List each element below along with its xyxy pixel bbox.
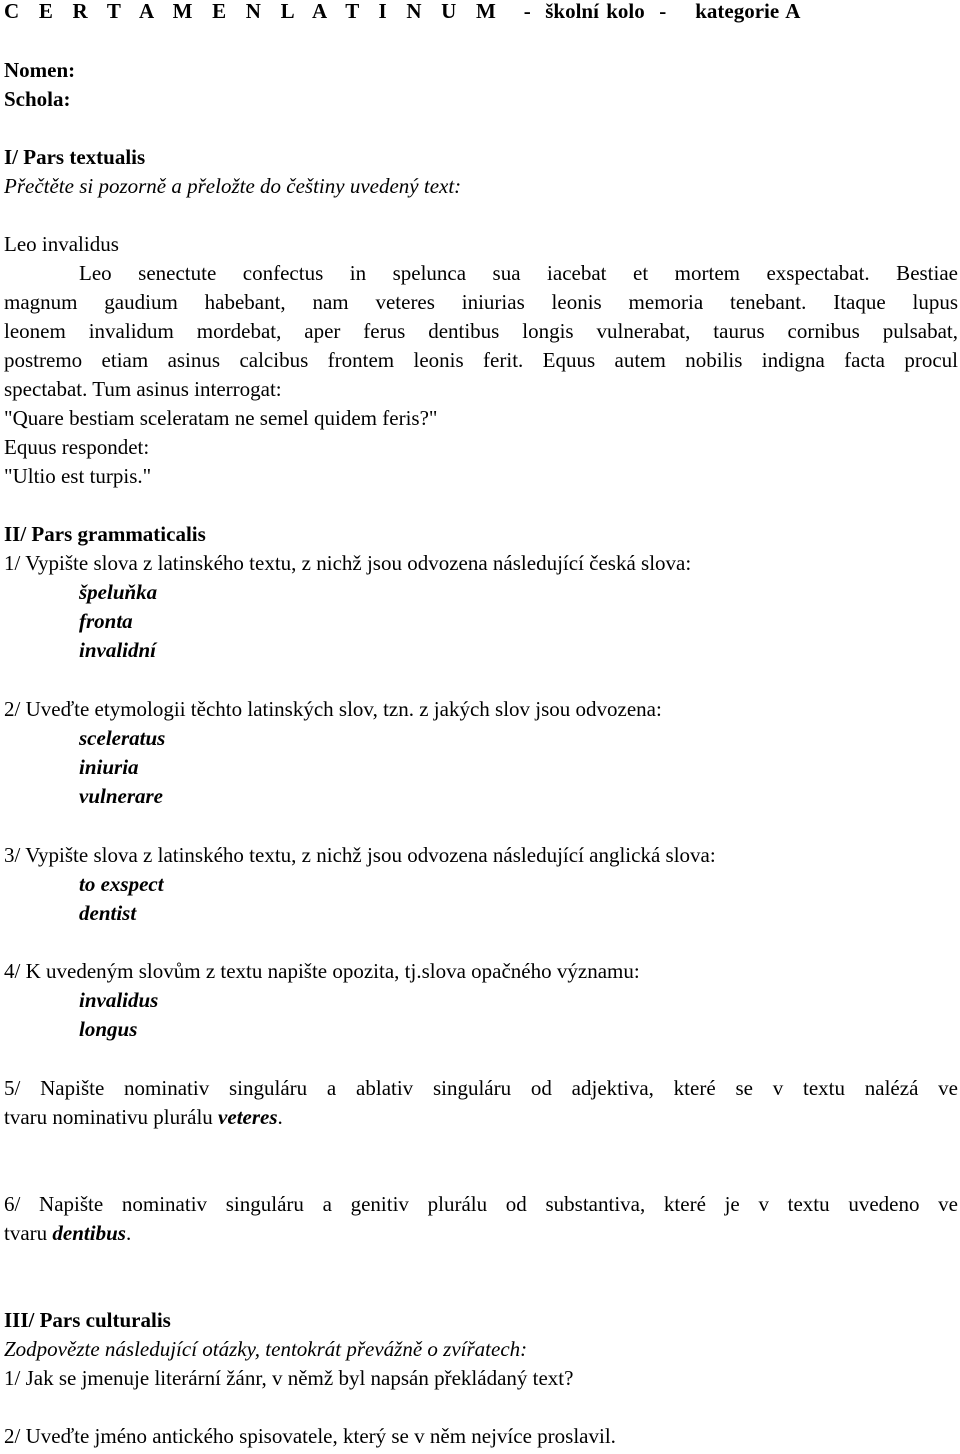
question-1-word: invalidní (79, 638, 157, 662)
culture-question-2: 2/ Uveďte jméno antického spisovatele, který se v něm nejvíce proslavil. (4, 1424, 616, 1448)
part3-heading: III/ Pars culturalis (4, 1308, 171, 1332)
question-4-word: invalidus (79, 988, 159, 1012)
question-6-line: 6/ Napište nominativ singuláru a genitiv plurálu od substantiva, které je v textu uvedeno ve (4, 1192, 958, 1216)
question-6-line (4, 1219, 131, 1248)
header-dash: - (659, 0, 667, 23)
name-label: Nomen: (4, 58, 76, 82)
latin-text-line: Leo senectute confectus in spelunca sua iacebat et mortem exspectabat. Bestiae (79, 261, 958, 285)
question-5-text: tvaru nominativu plurálu (4, 1105, 219, 1129)
question-1-word: fronta (79, 609, 133, 633)
question-4-text: 4/ K uvedeným slovům z textu napište opozita, tj.slova opačného významu: (4, 959, 640, 983)
latin-text-line: leonem invalidum mordebat, aper ferus dentibus longis vulnerabat, taurus cornibus pulsabat, (4, 319, 958, 343)
question-3-word: dentist (79, 901, 137, 925)
part1-heading: I/ Pars textualis (4, 145, 146, 169)
question-3-word: to exspect (79, 872, 164, 896)
part1-instruction: Přečtěte si pozorně a přeložte do češtiny uvedený text: (4, 174, 462, 198)
latin-text-line: postremo etiam asinus calcibus frontem leonis ferit. Equus autem nobilis indigna facta procul (4, 348, 958, 372)
question-5-line (4, 1103, 283, 1132)
question-5-period: . (277, 1105, 283, 1129)
question-5-line: 5/ Napište nominativ singuláru a ablativ singuláru od adjektiva, které se v textu nalézá ve (4, 1076, 958, 1100)
part2-heading: II/ Pars grammaticalis (4, 522, 206, 546)
question-5-word: veteres (218, 1105, 278, 1129)
question-2-word: vulnerare (79, 784, 163, 808)
category-label: kategorie A (695, 0, 801, 23)
latin-text-line: spectabat. Tum asinus interrogat: (4, 377, 282, 401)
question-2-word: iniuria (79, 755, 139, 779)
latin-text-line: "Ultio est turpis." (4, 464, 152, 488)
latin-text-line: Equus respondet: (4, 435, 150, 459)
question-1-text: 1/ Vypište slova z latinského textu, z nichž jsou odvozena následující česká slova: (4, 551, 692, 575)
latin-text-line: "Quare bestiam sceleratam ne semel quidem feris?" (4, 406, 438, 430)
latin-text-line: magnum gaudium habebant, nam veteres iniurias leonis memoria tenebant. Itaque lupus (4, 290, 958, 314)
question-6-text: tvaru (4, 1221, 53, 1245)
exam-header (4, 0, 800, 26)
contest-title: C E R T A M E N L A T I N U M (4, 0, 502, 23)
question-2-word: sceleratus (79, 726, 166, 750)
culture-question-1: 1/ Jak se jmenuje literární žánr, v němž byl napsán překládaný text? (4, 1366, 574, 1390)
question-1-word: špeluňka (79, 580, 158, 604)
question-4-word: longus (79, 1017, 138, 1041)
school-label: Schola: (4, 87, 71, 111)
latin-text-title: Leo invalidus (4, 232, 119, 256)
question-6-word: dentibus (52, 1221, 126, 1245)
header-dash: - (523, 0, 531, 23)
part3-instruction: Zodpovězte následující otázky, tentokrát převážně o zvířatech: (4, 1337, 528, 1361)
question-6-period: . (125, 1221, 132, 1245)
round-label: školní kolo (545, 0, 645, 23)
question-3-text: 3/ Vypište slova z latinského textu, z nichž jsou odvozena následující anglická slova: (4, 843, 716, 867)
question-2-text: 2/ Uveďte etymologii těchto latinských slov, tzn. z jakých slov jsou odvozena: (4, 697, 662, 721)
